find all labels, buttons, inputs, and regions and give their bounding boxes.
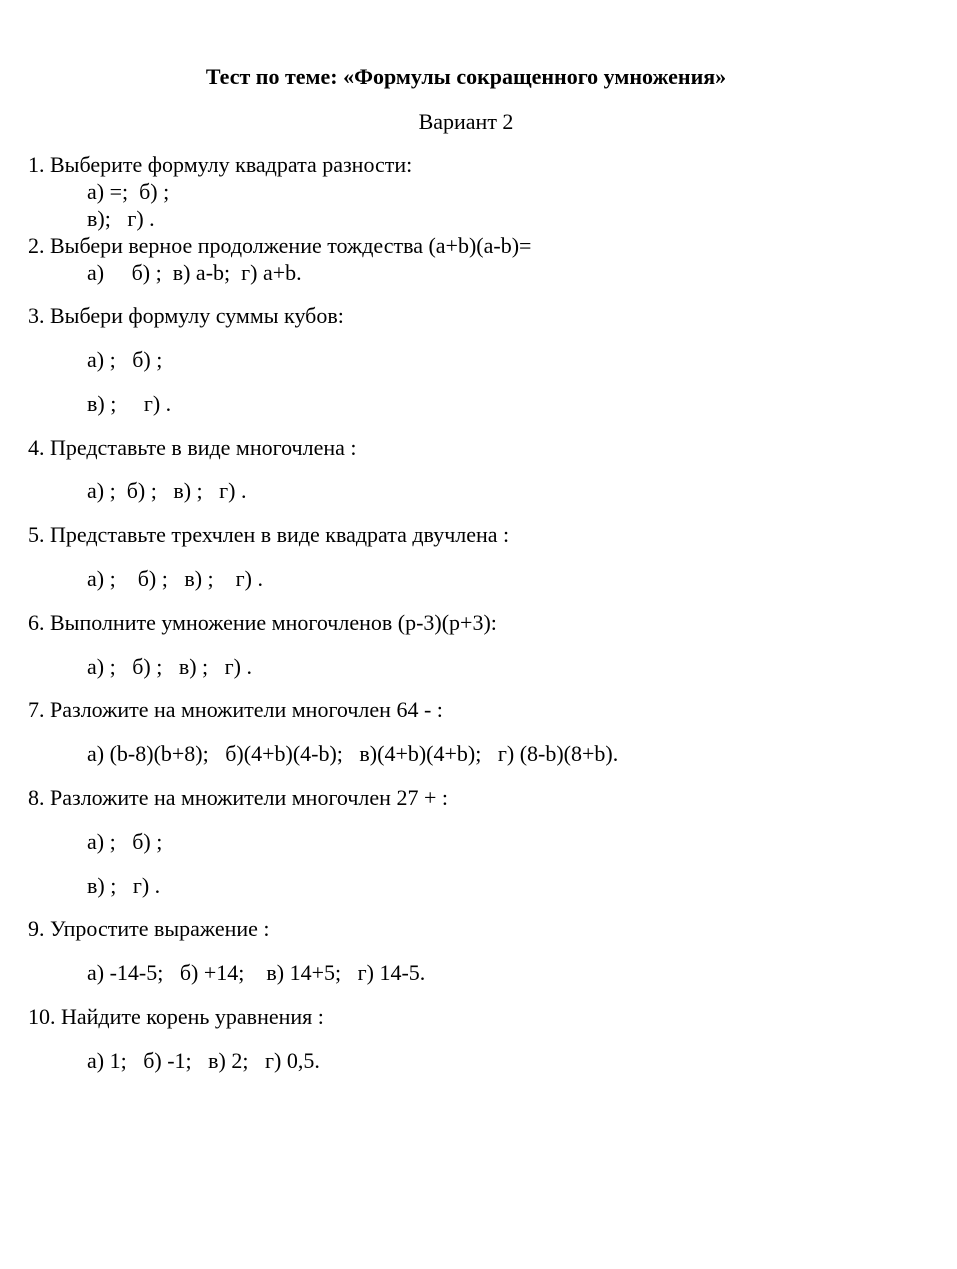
- question-1-answers-line-2: в); г) .: [87, 206, 155, 231]
- question-10: 10. Найдите корень уравнения :: [28, 1004, 324, 1029]
- question-8-answers-line-2: в) ; г) .: [87, 873, 161, 898]
- question-3-answers-line-1: а) ; б) ;: [87, 347, 163, 372]
- variant-label: Вариант 2: [418, 109, 514, 134]
- question-5: 5. Представьте трехчлен в виде квадрата двучлена :: [28, 522, 510, 547]
- question-6-answers: а) ; б) ; в) ; г) .: [87, 654, 253, 679]
- question-10-answers: а) 1; б) -1; в) 2; г) 0,5.: [87, 1048, 320, 1073]
- question-4: 4. Представьте в виде многочлена :: [28, 435, 357, 460]
- question-6: 6. Выполните умножение многочленов (p-3)(p+3):: [28, 610, 497, 635]
- question-7: 7. Разложите на множители многочлен 64 - :: [28, 697, 443, 722]
- document-title: Тест по теме: «Формулы сокращенного умножения»: [205, 64, 727, 89]
- question-2: 2. Выбери верное продолжение тождества (a+b)(a-b)=: [28, 233, 532, 258]
- question-8: 8. Разложите на множители многочлен 27 + :: [28, 785, 448, 810]
- question-9: 9. Упростите выражение :: [28, 916, 270, 941]
- question-1-answers-line-1: а) =; б) ;: [87, 179, 170, 204]
- question-5-answers: а) ; б) ; в) ; г) .: [87, 566, 264, 591]
- question-2-answers: а) б) ; в) a-b; г) a+b.: [87, 260, 302, 285]
- question-7-answers: а) (b-8)(b+8); б)(4+b)(4-b); в)(4+b)(4+b); г) (8-b)(8+b).: [87, 741, 619, 766]
- question-4-answers: а) ; б) ; в) ; г) .: [87, 478, 247, 503]
- question-3: 3. Выбери формулу суммы кубов:: [28, 303, 344, 328]
- question-1: 1. Выберите формулу квадрата разности:: [28, 152, 413, 177]
- question-9-answers: а) -14-5; б) +14; в) 14+5; г) 14-5.: [87, 960, 426, 985]
- question-8-answers-line-1: а) ; б) ;: [87, 829, 163, 854]
- question-3-answers-line-2: в) ; г) .: [87, 391, 172, 416]
